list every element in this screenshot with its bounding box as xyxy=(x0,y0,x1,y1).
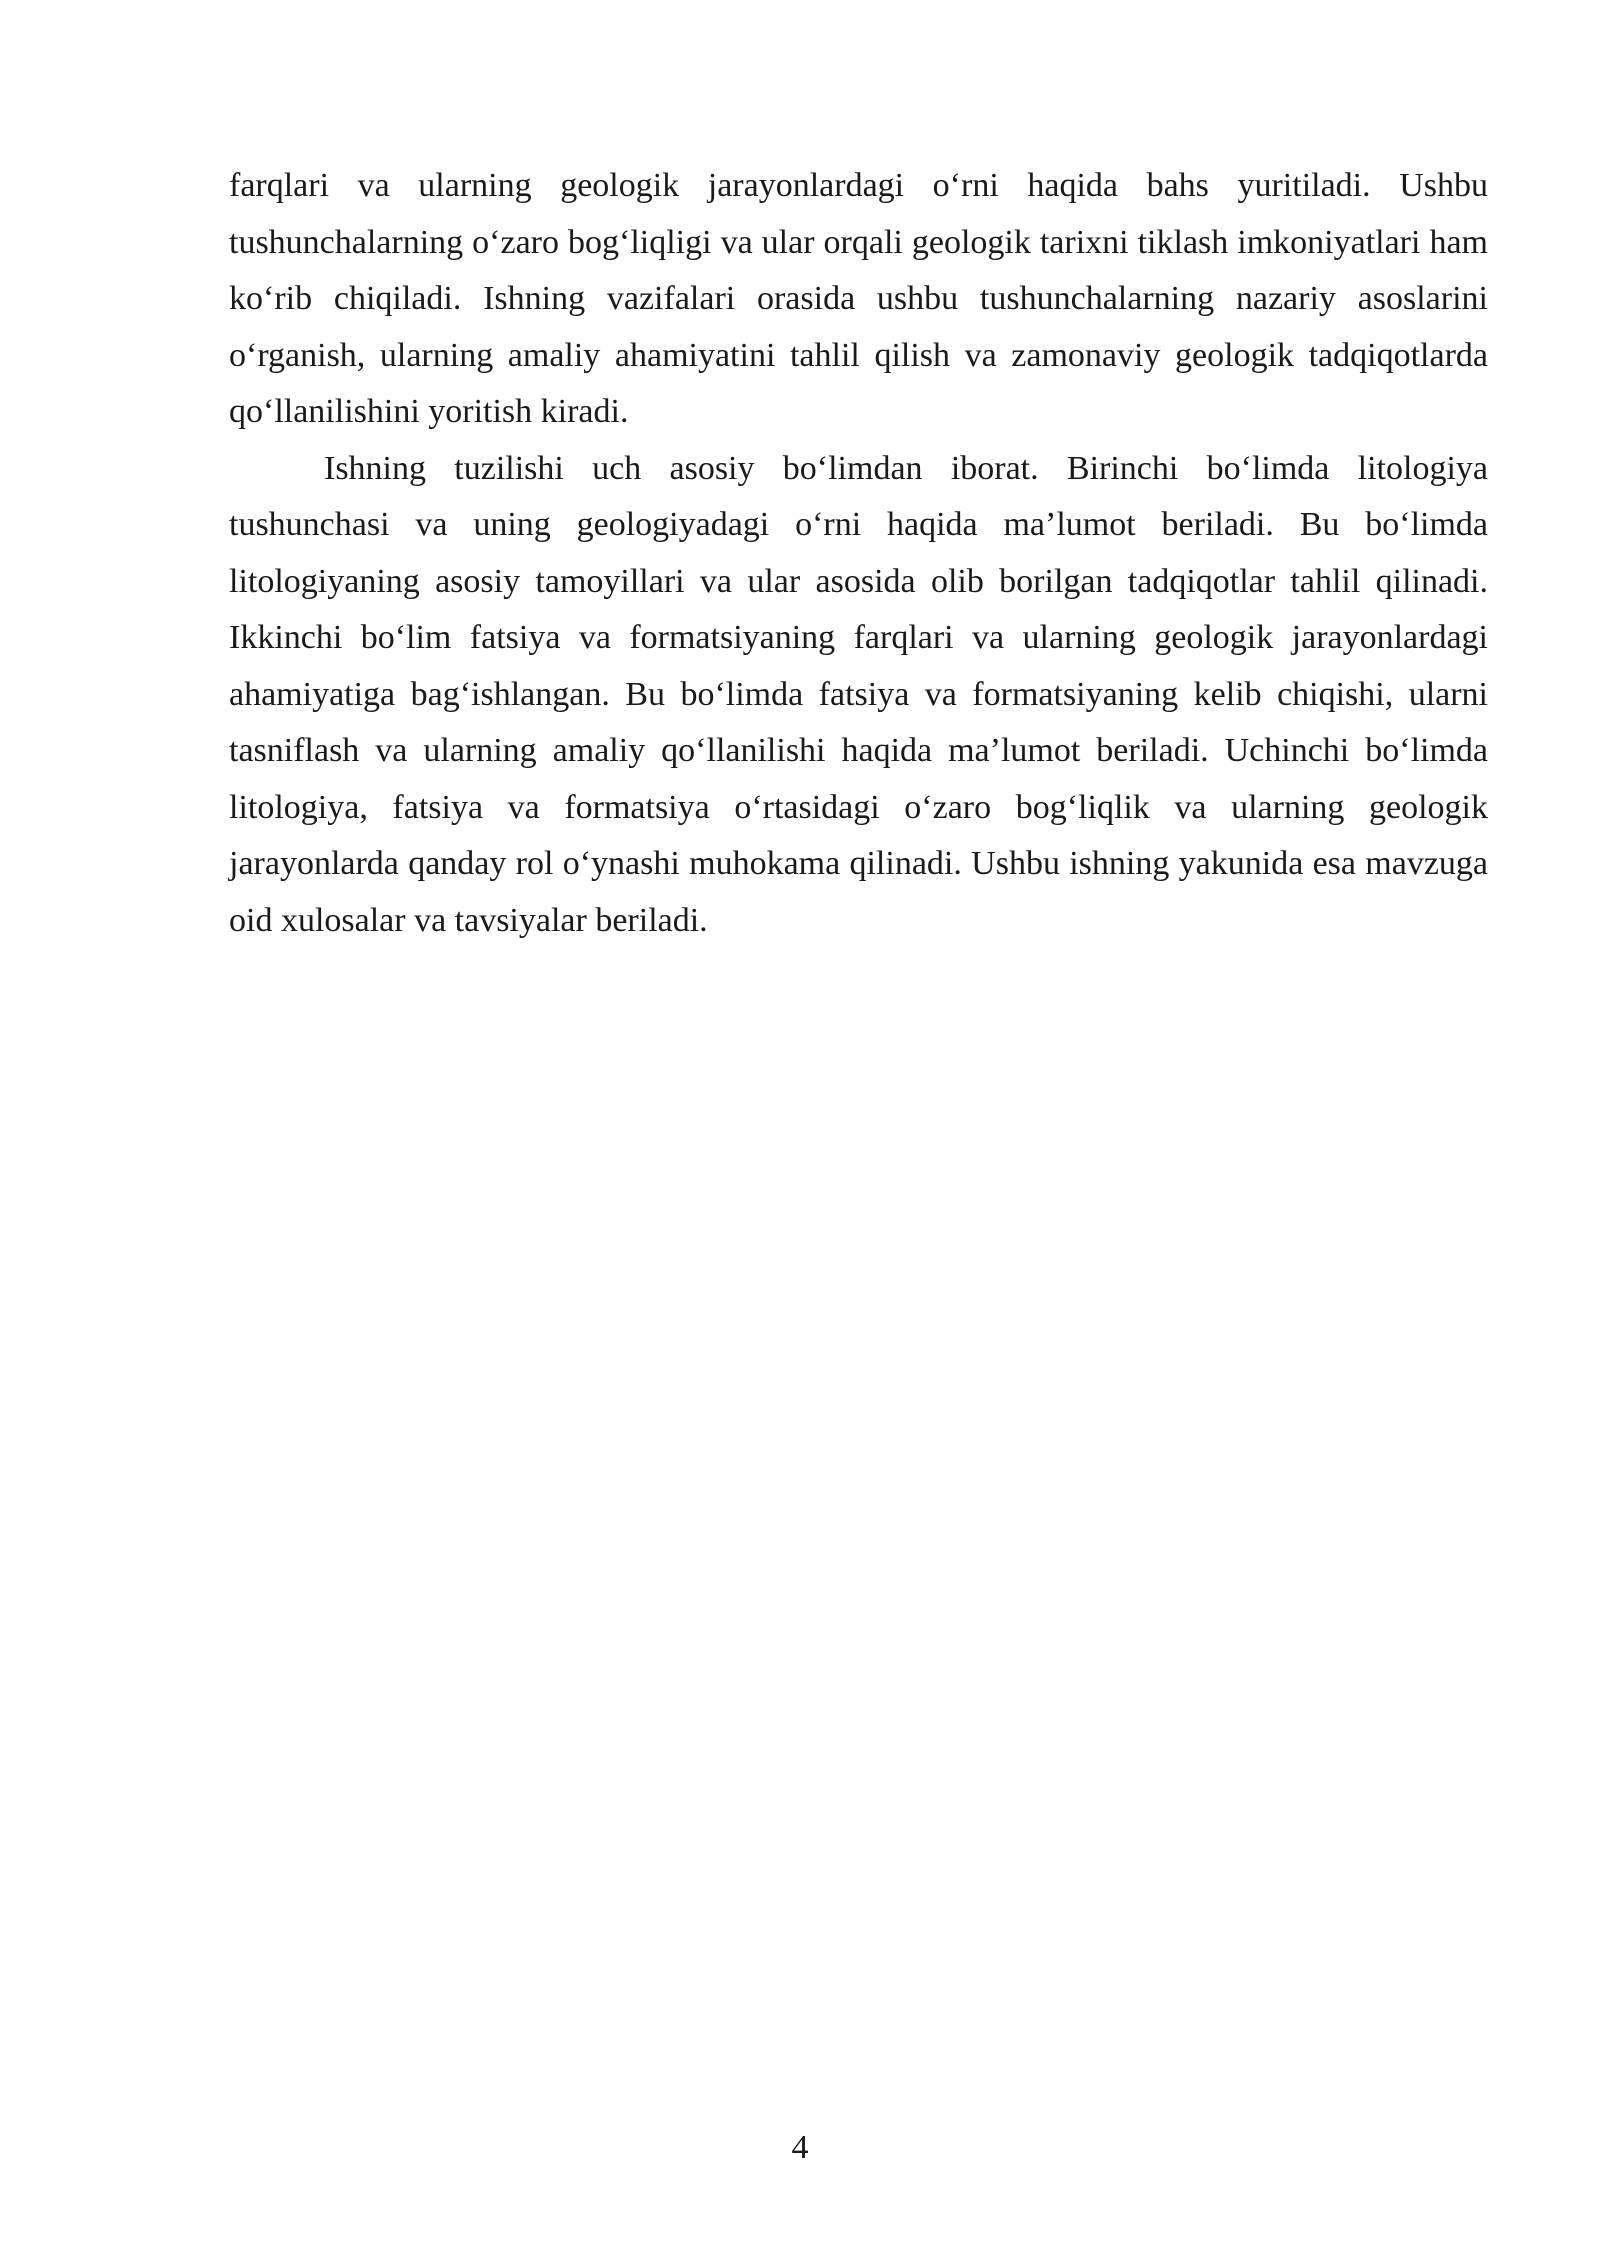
paragraph-continuation: farqlari va ularning geologik jarayonlardagi o‘rni haqida bahs yuritiladi. Ushbu tushunchalarning o‘zaro bog‘liqligi va ular orqali geologik tarixni tiklash imkoniyatlari ham ko‘rib chiqiladi. Ishning vazifalari orasida ushbu tushunchalarning nazariy asoslarini o‘rganish, ularning amaliy ahamiyatini tahlil qilish va zamonaviy geologik tadqiqotlarda qo‘llanilishini yoritish kiradi. xyxy=(229,167,1488,430)
page-number: 4 xyxy=(791,2129,809,2166)
body-text xyxy=(229,158,1488,949)
paragraph-structure: Ishning tuzilishi uch asosiy bo‘limdan iborat. Birinchi bo‘limda litologiya tushunchasi va uning geologiyadagi o‘rni haqida ma’lumot beriladi. Bu bo‘limda litologiyaning asosiy tamoyillari va ular asosida olib borilgan tadqiqotlar tahlil qilinadi. Ikkinchi bo‘lim fatsiya va formatsiyaning farqlari va ularning geologik jarayonlardagi ahamiyatiga bag‘ishlangan. Bu bo‘limda fatsiya va formatsiyaning kelib chiqishi, ularni tasniflash va ularning amaliy qo‘llanilishi haqida ma’lumot beriladi. Uchinchi bo‘limda litologiya, fatsiya va formatsiya o‘rtasidagi o‘zaro bog‘liqlik va ularning geologik jarayonlarda qanday rol o‘ynashi muhokama qilinadi. Ushbu ishning yakunida esa mavzuga oid xulosalar va tavsiyalar beriladi. xyxy=(229,449,1488,939)
